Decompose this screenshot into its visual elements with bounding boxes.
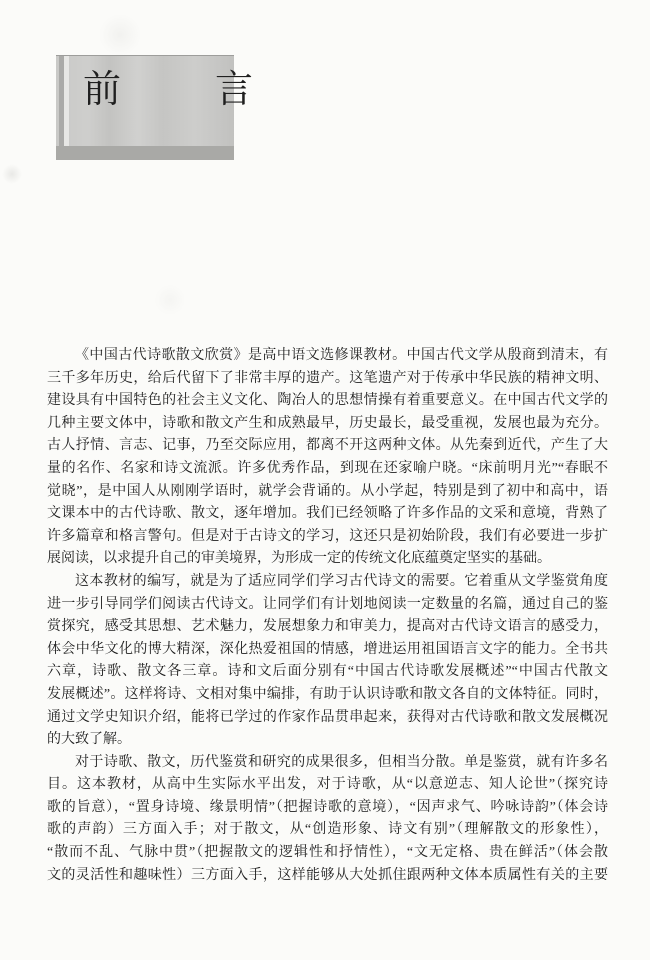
banner-bottom-strip <box>56 146 234 160</box>
text-line: 体会中华文化的博大精深，深化热爱祖国的情感，增进运用祖国语言文字的能力。全书共 <box>47 641 608 657</box>
page-title: 前 言 <box>83 69 282 111</box>
text-line: 歌的声韵）三方面入手；对于散文，从“创造形象、诗文有别”（理解散文的形象性）， <box>47 822 608 838</box>
text-line: 的大致了解。 <box>47 732 131 748</box>
text-line: 展阅读，以求提升自己的审美境界，为形成一定的传统文化底蕴奠定坚实的基础。 <box>47 551 551 567</box>
text-line: 量的名作、名家和诗文流派。许多优秀作品，到现在还家喻户晓。“床前明月光”“春眠不 <box>47 460 608 476</box>
text-line: 觉晓”，是中国人从刚刚学语时，就学会背诵的。从小学起，特别是到了初中和高中，语 <box>47 483 608 499</box>
text-line: 建设具有中国特色的社会主义文化、陶冶人的思想情操有着重要意义。在中国古代文学的 <box>47 393 608 409</box>
text-line: 赏探究，感受其思想、艺术魅力，发展想象力和审美力，提高对古代诗文语言的感受力， <box>47 619 608 635</box>
text-line: “散而不乱、气脉中贯”（把握散文的逻辑性和抒情性），“文无定格、贵在鲜活”（体会散 <box>47 845 608 861</box>
text-line: 文课本中的古代诗歌、散文，逐年增加。我们已经领略了许多作品的文采和意境，背熟了 <box>47 506 608 522</box>
text-line: 许多篇章和格言警句。但是对于古诗文的学习，这还只是初始阶段，我们有必要进一步扩 <box>47 528 608 544</box>
banner-stripe-light <box>64 56 69 160</box>
text-line: 文的灵活性和趣味性）三方面入手，这样能够从大处抓住跟两种文体本质属性有关的主要 <box>47 867 608 883</box>
text-line: 三千多年历史，给后代留下了非常丰厚的遗产。这笔遗产对于传承中华民族的精神文明、 <box>47 370 608 386</box>
text-line: 进一步引导同学们阅读古代诗文。让同学们有计划地阅读一定数量的名篇，通过自己的鉴 <box>47 596 608 612</box>
text-line: 这本教材的编写，就是为了适应同学们学习古代诗文的需要。它着重从文学鉴赏角度 <box>75 573 608 589</box>
text-line: 几种主要文体中，诗歌和散文产生和成熟最早，历史最长，最受重视，发展也最为充分。 <box>47 415 608 431</box>
text-line: 歌的旨意），“置身诗境、缘景明情”（把握诗歌的意境），“因声求气、吟咏诗韵”（体会诗 <box>47 799 608 815</box>
text-line: 《中国古代诗歌散文欣赏》是高中语文选修课教材。中国古代文学从殷商到清末，有 <box>75 348 608 363</box>
text-line: 古人抒情、言志、记事，乃至交际应用，都离不开这两种文体。从先秦到近代，产生了大 <box>47 438 608 454</box>
preface-banner <box>56 55 282 160</box>
text-line: 发展概述”。这样将诗、文相对集中编排，有助于认识诗歌和散文各自的文体特征。同时， <box>47 686 608 702</box>
text-line: 六章，诗歌、散文各三章。诗和文后面分别有“中国古代诗歌发展概述”“中国古代散文 <box>47 664 608 680</box>
preface-body <box>47 345 608 887</box>
text-line: 通过文学史知识介绍，能将已学过的作家作品贯串起来，获得对古代诗歌和散文发展概况 <box>47 709 608 725</box>
text-line: 目。这本教材，从高中生实际水平出发，对于诗歌，从“以意逆志、知人论世”（探究诗 <box>47 777 608 793</box>
text-line: 对于诗歌、散文，历代鉴赏和研究的成果很多，但相当分散。单是鉴赏，就有许多名 <box>75 754 608 770</box>
